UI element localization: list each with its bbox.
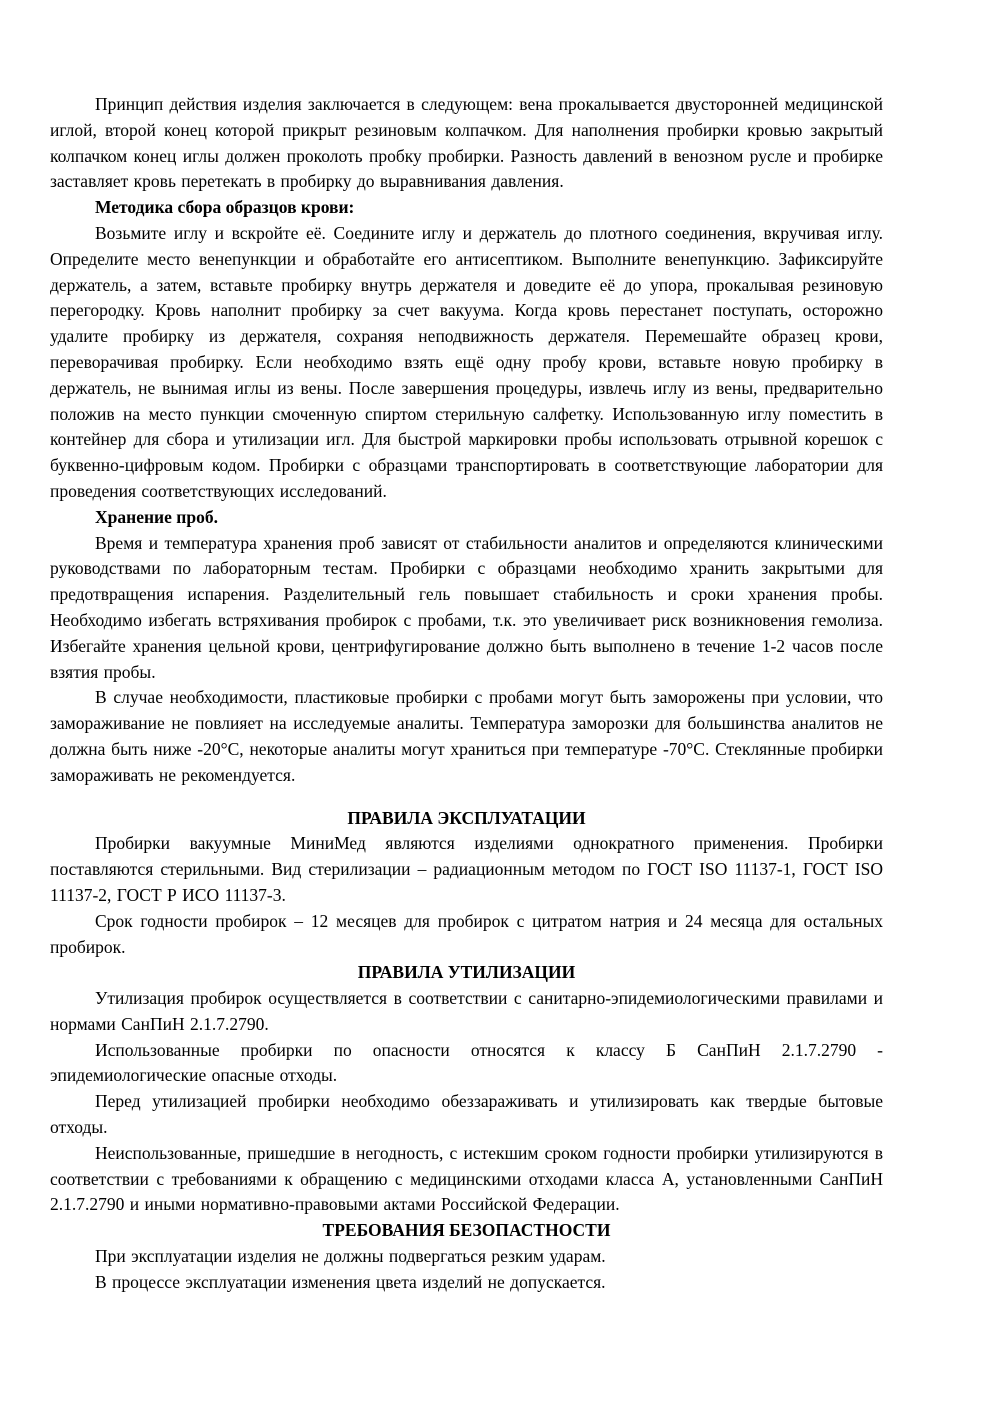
para-single-use-sterilization: Пробирки вакуумные МиниМед являются изделиями однократного применения. Пробирки поставляются стерильными. Вид стерилизации – радиационным методом по ГОСТ ISO 11137-1, ГОСТ ISO 11137-2, ГОСТ Р ИСО 11137-3. bbox=[50, 833, 883, 905]
heading-disposal-rules: ПРАВИЛА УТИЛИЗАЦИИ bbox=[357, 962, 576, 983]
para-unused-expired-tubes: Неиспользованные, пришедшие в негодность, с истекшим сроком годности пробирки утилизируются в соответствии с требованиями к обращению с медицинскими отходами класса А, установленными СанПиН 2.1.7.2790 и иными нормативно-правовыми актами Российской Федерации. bbox=[50, 1142, 883, 1215]
para-freezing-conditions: В случае необходимости, пластиковые пробирки с пробами могут быть заморожены при условии, что замораживание не повлияет на исследуемые аналиты. Температура заморозки для большинства аналитов не должна быть ниже -20°С, некоторые аналиты могут храниться при температуре -70°С. Стеклянные пробирки замораживать не рекомендуется. bbox=[50, 687, 883, 785]
para-storage-conditions: Время и температура хранения проб зависят от стабильности аналитов и определяются клиническими руководствами по лабораторным тестам. Пробирки с образцами необходимо хранить закрытыми для предотвращения испарения. Разделительный гель повышает стабильность и сроки хранения пробы. Необходимо избегать встряхивания пробирок с пробами, т.к. это увеличивает риск возникновения гемолиза. Избегайте хранения цельной крови, центрифугирование должно быть выполнено в течение 1-2 часов после взятия пробы. bbox=[50, 532, 883, 682]
para-used-tubes-class: Использованные пробирки по опасности относятся к классу Б СанПиН 2.1.7.2790 - эпидемиологические опасные отходы. bbox=[50, 1039, 883, 1086]
heading-operation-rules: ПРАВИЛА ЭКСПЛУАТАЦИИ bbox=[347, 807, 586, 828]
para-color-change-warning: В процессе эксплуатации изменения цвета изделий не допускается. bbox=[95, 1271, 606, 1292]
heading-blood-collection-method: Методика сбора образцов крови: bbox=[95, 197, 355, 218]
para-impact-warning: При эксплуатации изделия не должны подвергаться резким ударам. bbox=[95, 1246, 606, 1267]
heading-safety-requirements: ТРЕБОВАНИЯ БЕЗОПАСТНОСТИ bbox=[322, 1220, 611, 1241]
para-shelf-life: Срок годности пробирок – 12 месяцев для пробирок с цитратом натрия и 24 месяца для остальных пробирок. bbox=[50, 910, 883, 957]
para-disposal-sanpin: Утилизация пробирок осуществляется в соответствии с санитарно-эпидемиологическими правилами и нормами СанПиН 2.1.7.2790. bbox=[50, 988, 883, 1034]
para-collection-procedure: Возьмите иглу и вскройте её. Соедините иглу и держатель до плотного соединения, вкручивая иглу. Определите место венепункции и обработайте его антисептиком. Выполните венепункцию. Зафиксируйте держатель, а затем, вставьте пробирку внутрь держателя и доведите её до упора, прокалывая резиновую перегородку. Кровь наполнит пробирку за счет вакуума. Когда кровь перестанет поступать, осторожно удалите пробирку из держателя, сохраняя неподвижность держателя. Перемешайте образец крови, переворачивая пробирку. Если необходимо взять ещё одну пробу крови, вставьте новую пробирку в держатель, не вынимая иглы из вены. После завершения процедуры, извлечь иглу из вены, предварительно положив на место пункции смоченную спиртом стерильную салфетку. Использованную иглу поместить в контейнер для сбора и утилизации игл. Для быстрой маркировки пробы использовать отрывной корешок с буквенно-цифровым кодом. Пробирки с образцами транспортировать в соответствующие лаборатории для проведения соответствующих исследований. bbox=[50, 222, 883, 501]
para-operating-principle: Принцип действия изделия заключается в следующем: вена прокалывается двусторонней медицинской иглой, второй конец которой прикрыт резиновым колпачком. Для наполнения пробирки кровью закрытый колпачком конец иглы должен проколоть пробку пробирки. Разность давлений в венозном русле и пробирке заставляет кровь перетекать в пробирку до выравнивания давления. bbox=[50, 94, 883, 192]
heading-sample-storage: Хранение проб. bbox=[95, 506, 218, 527]
para-decontamination: Перед утилизацией пробирки необходимо обеззараживать и утилизировать как твердые бытовые отходы. bbox=[50, 1091, 883, 1138]
